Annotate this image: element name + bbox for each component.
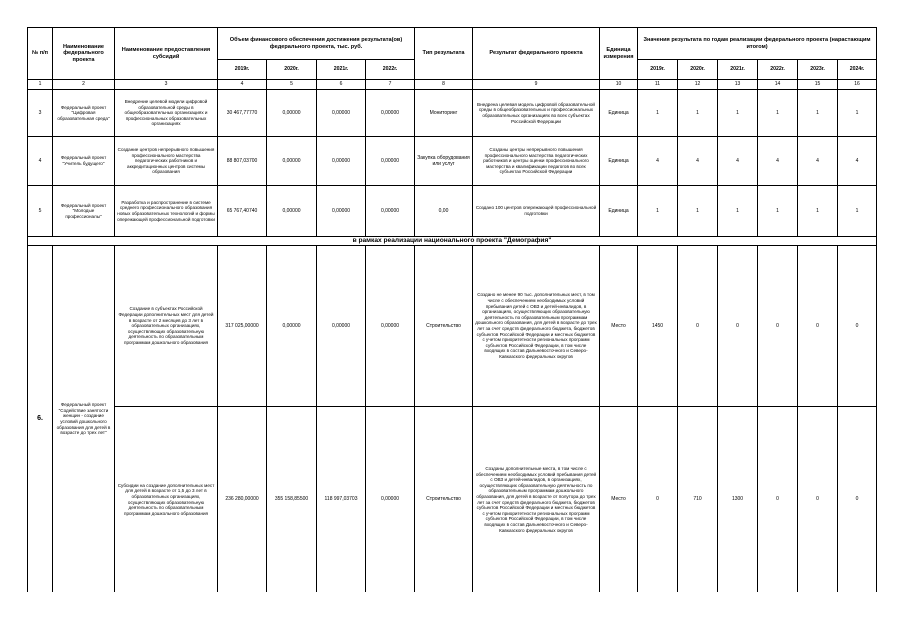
- column-number: 12: [678, 80, 718, 90]
- result-value: 710: [678, 407, 718, 593]
- header-result-type: Тип результата: [415, 28, 473, 80]
- finance-value: 0,00000: [267, 246, 317, 407]
- result-value: 1: [758, 186, 798, 237]
- result-value: 0: [798, 407, 838, 593]
- column-number: 8: [415, 80, 473, 90]
- column-number: 13: [718, 80, 758, 90]
- header-subsidy: Наименование предоставления субсидий: [115, 28, 218, 80]
- header-result: Результат федерального проекта: [473, 28, 600, 80]
- header-project: Наименование федерального проекта: [53, 28, 115, 80]
- unit: Место: [600, 407, 638, 593]
- header-finance: Объем финансового обеспечения достижения результата(ов) федерального проекта, тыс. руб.: [218, 28, 415, 60]
- finance-value: 317 025,00000: [218, 246, 267, 407]
- subsidy-name: Создание центров непрерывного повышения профессионального мастерства педагогических работников и аккредитационных центров системы образования: [115, 137, 218, 186]
- result-value: 1300: [718, 407, 758, 593]
- column-number: 3: [115, 80, 218, 90]
- result-text: Создано 100 центров опережающей профессиональной подготовки: [473, 186, 600, 237]
- unit: Единица: [600, 90, 638, 137]
- result-type: 0,00: [415, 186, 473, 237]
- finance-value: 65 767,40740: [218, 186, 267, 237]
- column-number-row: [28, 80, 877, 90]
- finance-value: 30 467,77770: [218, 90, 267, 137]
- section-title: в рамках реализации национального проекта "Демография": [28, 237, 877, 246]
- result-value: 1: [838, 90, 877, 137]
- table-row: [28, 407, 877, 593]
- column-number: 11: [638, 80, 678, 90]
- result-type: Строительство: [415, 407, 473, 593]
- header-val-year: 2022г.: [758, 60, 798, 80]
- result-type: Строительство: [415, 246, 473, 407]
- finance-value: 0,00000: [317, 90, 366, 137]
- column-number: 9: [473, 80, 600, 90]
- header-fin-year: 2019г.: [218, 60, 267, 80]
- header-val-year: 2021г.: [718, 60, 758, 80]
- result-text: Созданы центры непрерывного повышения профессионального мастерства педагогических работников и центры оценки профессионального мастерства и квалификации педагогов во всех субъектах Российской Федерации: [473, 137, 600, 186]
- result-value: 0: [638, 407, 678, 593]
- header-fin-year: 2021г.: [317, 60, 366, 80]
- finance-value: 118 997,03703: [317, 407, 366, 593]
- finance-value: 0,00000: [317, 246, 366, 407]
- result-value: 1: [638, 90, 678, 137]
- row-number: 3: [28, 90, 53, 137]
- project-name: Федеральный проект "Учитель будущего": [53, 137, 115, 186]
- result-value: 0: [758, 407, 798, 593]
- column-number: 4: [218, 80, 267, 90]
- result-type: Мониторинг: [415, 90, 473, 137]
- finance-value: 0,00000: [267, 137, 317, 186]
- header-fin-year: 2022г.: [366, 60, 415, 80]
- subsidy-table: [27, 27, 877, 592]
- header-val-year: 2020г.: [678, 60, 718, 80]
- finance-value: 0,00000: [366, 137, 415, 186]
- result-value: 1: [638, 186, 678, 237]
- finance-value: 88 807,03700: [218, 137, 267, 186]
- project-name: Федеральный проект "Цифровая образовательная среда": [53, 90, 115, 137]
- subsidy-name: Субсидии на создание дополнительных мест для детей в возрасте от 1,5 до 3 лет в образовательных организациях, осуществляющих образовательную деятельность по образовательным программам дошкольного образования: [115, 407, 218, 593]
- subsidy-name: Разработка и распространение в системе среднего профессионального образования новых образовательных технологий и формы опережающей профессиональной подготовки: [115, 186, 218, 237]
- result-text: Создано не менее 90 тыс. дополнительных мест, в том числе с обеспечением необходимых условий пребывания детей с ОВЗ и детей-инвалидов, в организациях, осуществляющих образовательную деятельность по образовательным программам дошкольного образования, для детей в возрасте до трех лет за счет средств федерального бюджета, бюджетов субъектов Российской Федерации и местных бюджетов с учетом приоритетности региональных программ субъектов Российской Федерации, в том числе входящих в состав Дальневосточного и Северо-Кавказского федеральных округов: [473, 246, 600, 407]
- column-number: 14: [758, 80, 798, 90]
- table-row: [28, 90, 877, 137]
- result-value: 4: [718, 137, 758, 186]
- result-value: 0: [678, 246, 718, 407]
- result-text: Созданы дополнительные места, в том числе с обеспечением необходимых условий пребывания детей с ОВЗ и детей-инвалидов, в организациях, осуществляющих образовательную деятельность по образовательным программам дошкольного образования, для детей в возрасте от полутора до трех лет за счет средств федерального бюджета, бюджетов субъектов Российской Федерации и местных бюджетов с учетом приоритетности региональных программ субъектов Российской Федерации, в том числе входящих в состав Дальневосточного и Северо-Кавказского федеральных округов: [473, 407, 600, 593]
- header-row-top: [28, 28, 877, 60]
- project-name: Федеральный проект "Содействие занятости женщин - создание условий дошкольного образования для детей в возрасте до трех лет": [53, 246, 115, 593]
- result-value: 0: [838, 246, 877, 407]
- result-value: 4: [638, 137, 678, 186]
- column-number: 2: [53, 80, 115, 90]
- row-number: 5: [28, 186, 53, 237]
- header-num: № п/п: [28, 28, 53, 80]
- section-row: [28, 237, 877, 246]
- column-number: 15: [798, 80, 838, 90]
- header-fin-year: 2020г.: [267, 60, 317, 80]
- result-value: 1: [758, 90, 798, 137]
- result-value: 1: [678, 90, 718, 137]
- finance-value: 355 158,85500: [267, 407, 317, 593]
- header-values: Значения результата по годам реализации федерального проекта (нарастающим итогом): [638, 28, 877, 60]
- result-value: 1: [718, 90, 758, 137]
- header-unit: Единица измерения: [600, 28, 638, 80]
- result-value: 1: [798, 90, 838, 137]
- result-value: 4: [758, 137, 798, 186]
- table-row: [28, 137, 877, 186]
- finance-value: 0,00000: [317, 186, 366, 237]
- result-type: Закупка оборудования или услуг: [415, 137, 473, 186]
- result-value: 0: [718, 246, 758, 407]
- subsidy-name: Создание в субъектах Российской Федерации дополнительных мест для детей в возрасте от 2 месяцев до 3 лет в образовательных организациях, осуществляющих образовательную деятельность по образовательным программам дошкольного образования: [115, 246, 218, 407]
- result-value: 0: [758, 246, 798, 407]
- row-number: 4: [28, 137, 53, 186]
- result-value: 1450: [638, 246, 678, 407]
- unit: Единица: [600, 137, 638, 186]
- result-value: 1: [718, 186, 758, 237]
- column-number: 6: [317, 80, 366, 90]
- document-sheet: [27, 27, 876, 592]
- result-value: 4: [838, 137, 877, 186]
- subsidy-name: Внедрение целевой модели цифровой образовательной среды в общеобразовательных организациях и профессиональных образовательных организациях: [115, 90, 218, 137]
- finance-value: 0,00000: [366, 90, 415, 137]
- project-name: Федеральный проект "Молодые профессионалы": [53, 186, 115, 237]
- column-number: 16: [838, 80, 877, 90]
- result-value: 4: [678, 137, 718, 186]
- finance-value: 0,00000: [267, 90, 317, 137]
- finance-value: 0,00000: [317, 137, 366, 186]
- column-number: 10: [600, 80, 638, 90]
- finance-value: 0,00000: [366, 407, 415, 593]
- header-val-year: 2023г.: [798, 60, 838, 80]
- finance-value: 236 280,00000: [218, 407, 267, 593]
- result-value: 0: [798, 246, 838, 407]
- header-val-year: 2024г.: [838, 60, 877, 80]
- result-value: 4: [798, 137, 838, 186]
- result-value: 1: [838, 186, 877, 237]
- column-number: 1: [28, 80, 53, 90]
- finance-value: 0,00000: [366, 246, 415, 407]
- table-row: [28, 246, 877, 407]
- result-value: 0: [838, 407, 877, 593]
- result-value: 1: [678, 186, 718, 237]
- finance-value: 0,00000: [267, 186, 317, 237]
- header-val-year: 2019г.: [638, 60, 678, 80]
- column-number: 5: [267, 80, 317, 90]
- result-text: Внедрена целевая модель цифровой образовательной среды в общеобразовательных и профессиональных образовательных организациях во всех субъектах Российской Федерации: [473, 90, 600, 137]
- unit: Место: [600, 246, 638, 407]
- result-value: 1: [798, 186, 838, 237]
- column-number: 7: [366, 80, 415, 90]
- row-number: 6.: [28, 246, 53, 593]
- finance-value: 0,00000: [366, 186, 415, 237]
- unit: Единица: [600, 186, 638, 237]
- table-row: [28, 186, 877, 237]
